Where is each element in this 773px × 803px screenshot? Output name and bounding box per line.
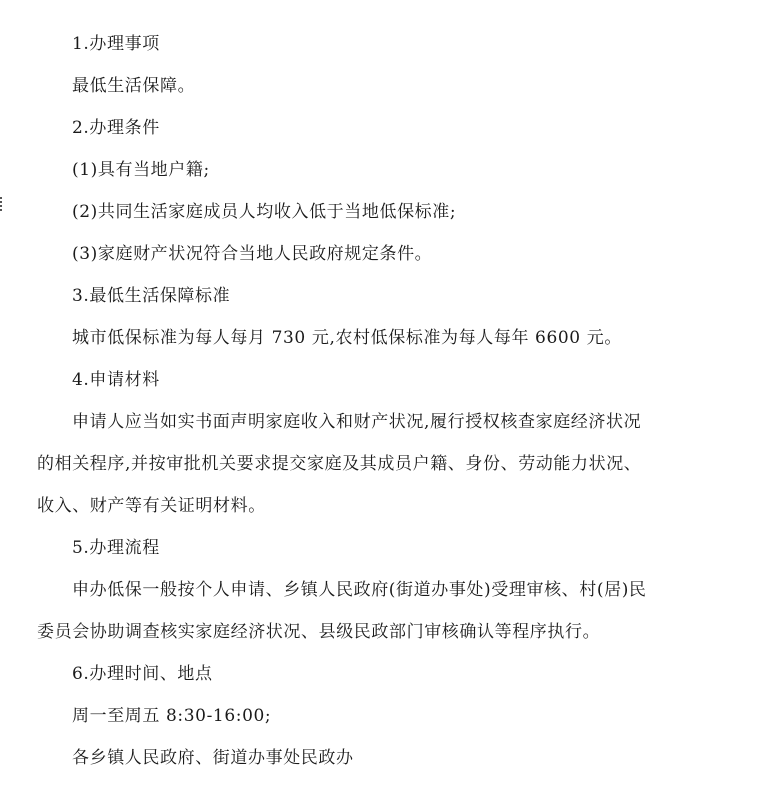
- paragraph-item-1: 最低生活保障。: [72, 76, 196, 96]
- paragraph-materials-line-1: 申请人应当如实书面声明家庭收入和财产状况,履行授权核查家庭经济状况: [72, 412, 642, 432]
- condition-2: (2)共同生活家庭成员人均收入低于当地低保标准;: [72, 202, 457, 222]
- paragraph-hours: 周一至周五 8:30-16:00;: [72, 706, 272, 726]
- paragraph-standard: 城市低保标准为每人每月 730 元,农村低保标准为每人每年 6600 元。: [72, 328, 622, 348]
- margin-marker: [0, 197, 5, 211]
- paragraph-materials-line-3: 收入、财产等有关证明材料。: [37, 496, 266, 516]
- heading-item-2: 2.办理条件: [72, 118, 160, 138]
- condition-1: (1)具有当地户籍;: [72, 160, 210, 180]
- paragraph-process-line-1: 申办低保一般按个人申请、乡镇人民政府(街道办事处)受理审核、村(居)民: [72, 580, 647, 600]
- paragraph-materials-line-2: 的相关程序,并按审批机关要求提交家庭及其成员户籍、身份、劳动能力状况、: [37, 454, 642, 474]
- heading-item-5: 5.办理流程: [72, 538, 160, 558]
- heading-item-4: 4.申请材料: [72, 370, 160, 390]
- heading-item-1: 1.办理事项: [72, 34, 160, 54]
- condition-3: (3)家庭财产状况符合当地人民政府规定条件。: [72, 244, 433, 264]
- heading-item-3: 3.最低生活保障标准: [72, 286, 231, 306]
- paragraph-location: 各乡镇人民政府、街道办事处民政办: [72, 748, 354, 768]
- paragraph-process-line-2: 委员会协助调查核实家庭经济状况、县级民政部门审核确认等程序执行。: [37, 622, 601, 642]
- heading-item-6: 6.办理时间、地点: [72, 664, 213, 684]
